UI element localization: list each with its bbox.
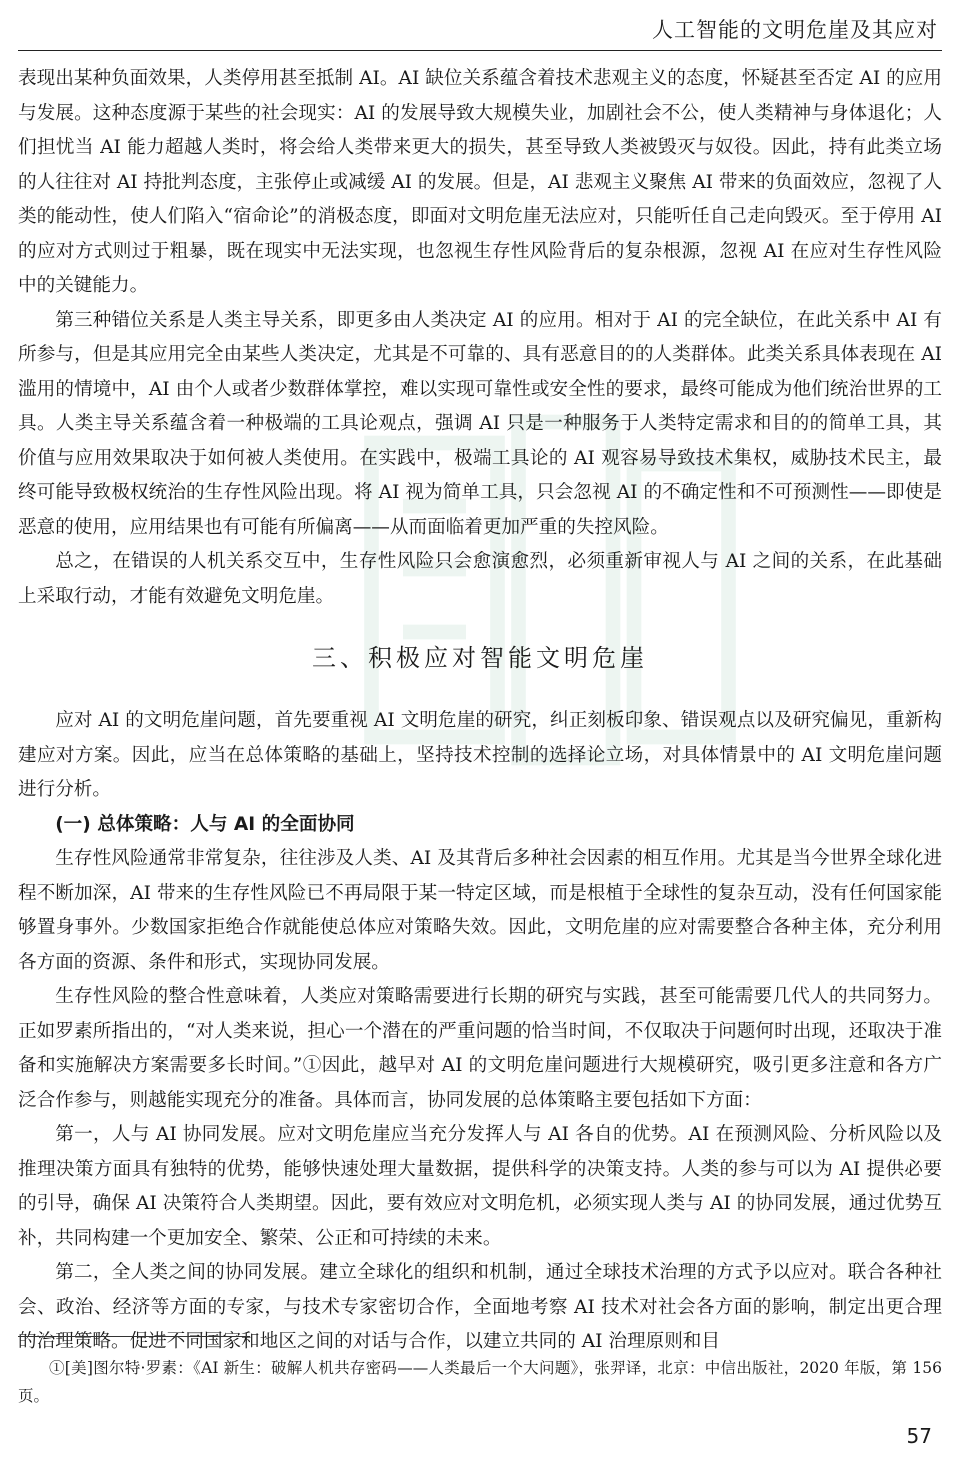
footnote: ①[美]图尔特·罗素：《AI 新生：破解人机共存密码——人类最后一个大问题》，张羿译，北京：中信出版社，2020 年版，第 156 页。 [18, 1359, 942, 1405]
paragraph: 第三种错位关系是人类主导关系，即更多由人类决定 AI 的应用。相对于 AI 的完全缺位，在此关系中 AI 有所参与，但是其应用完全由某些人类决定，尤其是不可靠的、具有恶意目的的人类群体。此类关系具体表现在 AI 滥用的情境中，AI 由个人或者少数群体掌控，难以实现可靠性或安全性的要求，最终可能成为他们统治世界的工具。人类主导关系蕴含着一种极端的工具论观点，强调 AI 只是一种服务于人类特定需求和目的的简单工具，其价值与应用效果取决于如何被人类使用。在实践中，极端工具论的 AI 观容易导致技术集权，威胁技术民主，最终可能导致极权统治的生存性风险出现。将 AI 视为简单工具，只会忽视 AI 的不确定性和不可预测性——即使是恶意的使用，应用结果也有可能有所偏离——从而面临着更加严重的失控风险。 [18, 309, 942, 538]
header-rule [18, 50, 942, 51]
subsection-heading: (一) 总体策略：人与 AI 的全面协同 [55, 813, 355, 835]
paragraph: 应对 AI 的文明危崖问题，首先要重视 AI 文明危崖的研究，纠正刻板印象、错误观点以及研究偏见，重新构建应对方案。因此，应当在总体策略的基础上，坚持技术控制的选择论立场，对具体情景中的 AI 文明危崖问题进行分析。 [18, 710, 942, 800]
paragraph: 表现出某种负面效果，人类停用甚至抵制 AI。AI 缺位关系蕴含着技术悲观主义的态度，怀疑甚至否定 AI 的应用与发展。这种态度源于某些的社会现实：AI 的发展导致大规模失业，加剧社会不公，使人类精神与身体退化；人们担忧当 AI 能力超越人类时，将会给人类带来更大的损失，甚至导致人类被毁灭与奴役。因此，持有此类立场的人往往对 AI 持批判态度，主张停止或减缓 AI 的发展。但是，AI 悲观主义聚焦 AI 带来的负面效应，忽视了人类的能动性，使人们陷入“宿命论”的消极态度，即面对文明危崖无法应对，只能听任自己走向毁灭。至于停用 AI 的应对方式则过于粗暴，既在现实中无法实现，也忽视生存性风险背后的复杂根源，忽视 AI 在应对生存性风险中的关键能力。 [18, 68, 942, 296]
paragraph: 生存性风险通常非常复杂，往往涉及人类、AI 及其背后多种社会因素的相互作用。尤其是当今世界全球化进程不断加深，AI 带来的生存性风险已不再局限于某一特定区域，而是根植于全球性的复杂互动，没有任何国家能够置身事外。少数国家拒绝合作就能使总体应对策略失效。因此，文明危崖的应对需要整合各种主体，充分利用各方面的资源、条件和形式，实现协同发展。 [18, 848, 942, 973]
section-heading: 三、积极应对智能文明危崖 [312, 644, 648, 672]
page-number: 57 [906, 1424, 932, 1448]
paragraph: 第一，人与 AI 协同发展。应对文明危崖应当充分发挥人与 AI 各自的优势。AI 在预测风险、分析风险以及推理决策方面具有独特的优势，能够快速处理大量数据，提供科学的决策支持。人类的参与可以为 AI 提供必要的引导，确保 AI 决策符合人类期望。因此，要有效应对文明危机，必须实现人类与 AI 的协同发展，通过优势互补，共同构建一个更加安全、繁荣、公正和可持续的未来。 [18, 1124, 942, 1249]
page-header [0, 0, 960, 56]
footnote-rule [18, 1336, 250, 1337]
paragraph: 总之，在错误的人机关系交互中，生存性风险只会愈演愈烈，必须重新审视人与 AI 之间的关系，在此基础上采取行动，才能有效避免文明危崖。 [18, 551, 942, 607]
main-text [18, 62, 942, 1360]
running-title: 人工智能的文明危崖及其应对 [652, 18, 938, 42]
paragraph: 第二，全人类之间的协同发展。建立全球化的组织和机制，通过全球技术治理的方式予以应对。联合各种社会、政治、经济等方面的专家，与技术专家密切合作，全面地考察 AI 技术对社会各方面的影响，制定出更合理的治理策略。促进不同国家和地区之间的对话与合作，以建立共同的 AI 治理原则和目 [18, 1262, 942, 1352]
paragraph: 生存性风险的整合性意味着，人类应对策略需要进行长期的研究与实践，甚至可能需要几代人的共同努力。正如罗素所指出的，“对人类来说，担心一个潜在的严重问题的恰当时间，不仅取决于问题何时出现，还取决于准备和实施解决方案需要多长时间。”①因此，越早对 AI 的文明危崖问题进行大规模研究，吸引更多注意和各方广泛合作参与，则越能实现充分的准备。具体而言，协同发展的总体策略主要包括如下方面： [18, 986, 942, 1111]
